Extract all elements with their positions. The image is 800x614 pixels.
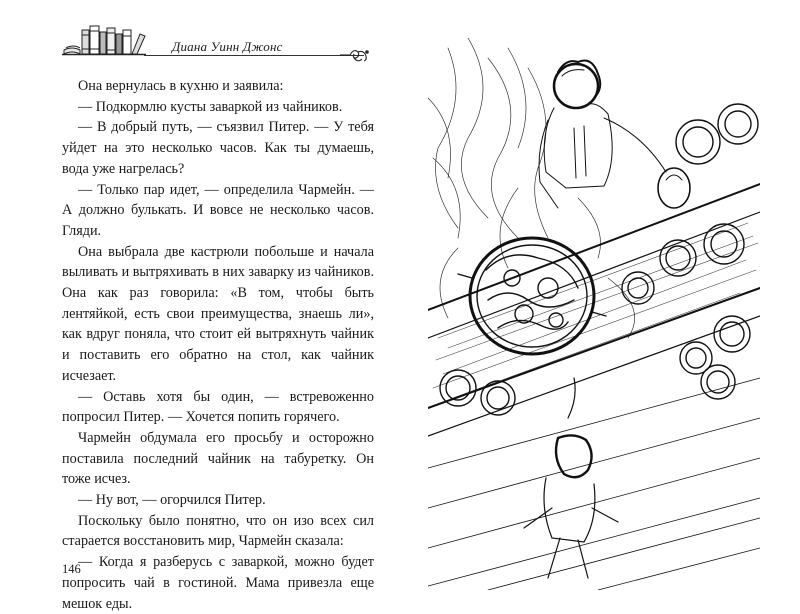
plates <box>440 104 758 415</box>
body-text <box>62 76 374 614</box>
steam-wisps <box>428 38 635 338</box>
paragraph: Она выбрала две кастрюли побольше и начала выливать и вытряхивать в них заварку из чайников. Она как раз говорила: «В том, чтобы быть лентяйкой, есть свои преимущества, знаешь ли», как вдруг поняла, что стоит ей вытряхнуть чайник и поставить его обратно на стол, как чайник исчезает. <box>62 243 374 384</box>
ink-illustration <box>428 38 760 590</box>
table-edge <box>428 316 760 436</box>
page-number: 146 <box>62 562 81 576</box>
cauldron <box>458 238 606 354</box>
flourish-ornament-icon <box>340 46 372 64</box>
paragraph: — Когда я разберусь с заваркой, можно будет попросить чай в гостиной. Мама привезла еще мешок еды. <box>62 554 374 612</box>
wood-hatching <box>433 223 758 398</box>
figure-top <box>539 61 690 209</box>
paragraph: Чармейн обдумала его просьбу и осторожно поставила последний чайник на табуретку. Он тоже исчез. <box>62 429 374 488</box>
paragraph: — В добрый путь, — съязвил Питер. — У тебя уйдет на это несколько часов. Как ты думаешь, вода уже нагрелась? <box>62 119 374 177</box>
paragraph: — Только пар идет, — определила Чармейн. — А должно булькать. И вовсе не несколько часов. Гляди. <box>62 181 374 239</box>
paragraph: — Подкормлю кусты заваркой из чайников. <box>78 98 343 115</box>
header-author: Диана Уинн Джонс <box>172 39 283 54</box>
paragraph: Она вернулась в кухню и заявила: <box>78 78 284 94</box>
left-page <box>44 14 380 612</box>
header-rule <box>144 55 364 56</box>
paragraph: — Оставь хотя бы один, — встревоженно попросил Питер. — Хочется попить горячего. <box>62 388 374 426</box>
paragraph: — Ну вот, — огорчился Питер. <box>78 492 266 509</box>
table-edge <box>428 212 760 338</box>
running-header <box>44 14 380 60</box>
bookshelf-icon <box>62 20 146 58</box>
paragraph: Поскольку было понятно, что он изо всех сил старается восстановить мир, Чармейн сказала: <box>62 512 374 550</box>
